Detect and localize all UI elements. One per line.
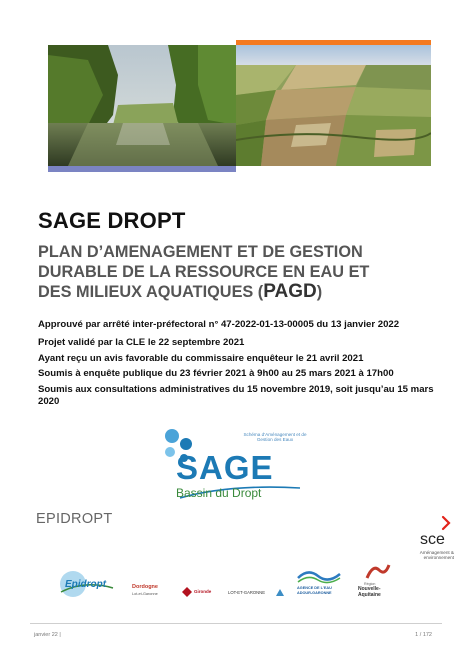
nouvelle-aquitaine-logo: [358, 562, 398, 610]
subtitle-line-3-prefix: DES MILIEUX AQUATIQUES (: [38, 283, 264, 301]
sce-wordmark: sce: [420, 531, 445, 548]
subtitle-line-3: [38, 282, 448, 303]
footer-date: janvier 22 |: [34, 632, 61, 638]
gironde-logo-text: Gironde: [194, 589, 212, 594]
subtitle-line-1: PLAN D’AMENAGEMENT ET DE GESTION: [38, 243, 363, 261]
author-name: EPIDROPT: [36, 511, 113, 527]
footer-divider: [30, 623, 442, 624]
dordogne-logo: [132, 562, 172, 610]
epidropt-logo-text: Epidropt: [65, 579, 107, 590]
page-number: 1 / 172: [415, 632, 432, 638]
sage-basin-label: Bassin du Dropt: [176, 486, 262, 500]
document-subtitle: [38, 243, 448, 303]
lot-et-garonne-logo: [228, 562, 286, 610]
river-photo: [48, 45, 236, 166]
sage-tagline: Schéma d’Aménagement et de Gestion des Eaux: [243, 432, 307, 443]
sage-wordmark: SAGE: [176, 449, 274, 486]
subtitle-acronym: PAGD: [263, 281, 317, 302]
consultation-note: Soumis aux consultations administratives du 15 novembre 2019, soit jusqu’au 15 mars 2020: [38, 384, 434, 407]
subtitle-line-2: DURABLE DE LA RESSOURCE EN EAU ET: [38, 262, 370, 281]
agence-eau-logo-text: AGENCE DE L'EAU ADOUR-GARONNE: [297, 586, 332, 595]
region-name: Nouvelle-Aquitaine: [358, 586, 381, 598]
sce-logo-icon: [438, 515, 454, 531]
dordogne-logo-subtext: Lot-et-Garonne: [132, 592, 158, 596]
agence-eau-logo: [294, 562, 344, 610]
lot-et-garonne-logo-text: LOT-ET-GARONNE: [228, 590, 265, 595]
public-inquiry-note: Soumis à enquête publique du 23 février 2021 à 9h00 au 25 mars 2021 à 17h00: [38, 368, 394, 379]
dordogne-logo-text: Dordogne: [132, 584, 158, 590]
commissioner-note: Ayant reçu un avis favorable du commissaire enquêteur le 21 avril 2021: [38, 353, 364, 364]
gironde-logo: [181, 562, 221, 610]
approval-note: Approuvé par arrêté inter-préfectoral n° 47-2022-01-13-00005 du 13 janvier 2022: [38, 319, 400, 330]
validation-note: Projet validé par la CLE le 22 septembre 2021: [38, 337, 245, 348]
sce-subtitle: Aménagement & environnement: [419, 550, 454, 561]
accent-bar-blue: [48, 166, 236, 172]
region-prefix: Région: [364, 582, 376, 586]
farmland-aerial-photo: [236, 45, 431, 166]
epidropt-logo: [55, 562, 120, 610]
accent-bar-orange: [236, 40, 431, 45]
document-title: SAGE DROPT: [38, 208, 186, 233]
subtitle-line-3-suffix: ): [316, 283, 323, 301]
